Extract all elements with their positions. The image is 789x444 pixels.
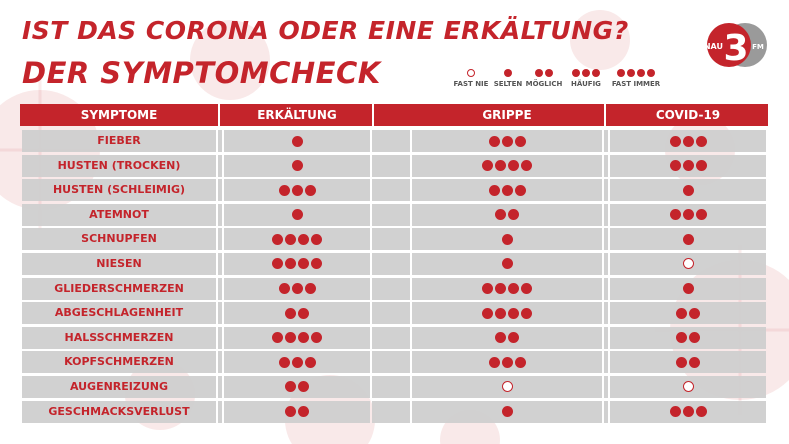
spacer-cell xyxy=(372,253,410,275)
frequency-cell-grippe xyxy=(412,278,602,300)
filled-dot xyxy=(683,136,694,147)
filled-dot xyxy=(285,308,296,319)
filled-dot xyxy=(292,160,303,171)
filled-dot xyxy=(689,357,700,368)
legend-dots xyxy=(564,66,608,80)
filled-dot xyxy=(508,332,519,343)
legend-dot xyxy=(647,69,655,77)
spacer-cell xyxy=(604,278,608,300)
filled-dot xyxy=(521,308,532,319)
table-row xyxy=(20,204,768,229)
headline-symptomcheck: DER SYMPTOMCHECK xyxy=(22,56,381,90)
filled-dot xyxy=(285,258,296,269)
spacer-cell xyxy=(372,401,410,423)
frequency-cell-grippe xyxy=(412,351,602,373)
spacer-cell xyxy=(604,130,608,152)
symptom-label: ATEMNOT xyxy=(22,204,216,226)
header-divider xyxy=(218,104,220,126)
legend-dots xyxy=(490,66,526,80)
filled-dot xyxy=(285,332,296,343)
filled-dot xyxy=(502,136,513,147)
filled-dot xyxy=(292,357,303,368)
header-divider xyxy=(604,104,606,126)
frequency-cell-covid19 xyxy=(610,327,766,349)
legend-item-haeufig xyxy=(564,66,608,88)
filled-dot xyxy=(292,185,303,196)
spacer-cell xyxy=(372,204,410,226)
filled-dot xyxy=(298,332,309,343)
filled-dot xyxy=(305,185,316,196)
filled-dot xyxy=(272,332,283,343)
filled-dot xyxy=(508,308,519,319)
legend-dot xyxy=(617,69,625,77)
spacer-cell xyxy=(372,179,410,201)
legend-label: MÖGLICH xyxy=(525,80,563,88)
frequency-cell-covid19 xyxy=(610,155,766,177)
filled-dot xyxy=(298,258,309,269)
frequency-cell-grippe xyxy=(412,155,602,177)
filled-dot xyxy=(495,209,506,220)
table-row xyxy=(20,228,768,253)
filled-dot xyxy=(495,283,506,294)
filled-dot xyxy=(696,406,707,417)
spacer-cell xyxy=(604,401,608,423)
filled-dot xyxy=(676,357,687,368)
symptom-label: HALSSCHMERZEN xyxy=(22,327,216,349)
filled-dot xyxy=(696,209,707,220)
filled-dot xyxy=(508,209,519,220)
frequency-cell-covid19 xyxy=(610,130,766,152)
frequency-cell-erkaeltung xyxy=(224,351,370,373)
frequency-cell-erkaeltung xyxy=(224,179,370,201)
frequency-cell-grippe xyxy=(412,401,602,423)
filled-dot xyxy=(298,406,309,417)
frequency-cell-erkaeltung xyxy=(224,204,370,226)
filled-dot xyxy=(495,308,506,319)
filled-dot xyxy=(670,406,681,417)
frequency-cell-covid19 xyxy=(610,278,766,300)
filled-dot xyxy=(683,209,694,220)
spacer-cell xyxy=(604,228,608,250)
filled-dot xyxy=(285,381,296,392)
frequency-cell-grippe xyxy=(412,204,602,226)
header-covid19: COVID-19 xyxy=(655,108,721,122)
symptom-label: FIEBER xyxy=(22,130,216,152)
filled-dot xyxy=(482,283,493,294)
table-header xyxy=(20,104,768,126)
legend-dot xyxy=(637,69,645,77)
legend-item-moeglich xyxy=(522,66,566,88)
filled-dot xyxy=(502,234,513,245)
filled-dot xyxy=(489,136,500,147)
filled-dot xyxy=(696,136,707,147)
logo-text-fm: FM xyxy=(752,43,764,51)
table-row xyxy=(20,278,768,303)
symptom-table xyxy=(20,104,768,425)
legend-dot xyxy=(627,69,635,77)
empty-dot xyxy=(683,258,694,269)
spacer-cell xyxy=(604,351,608,373)
filled-dot xyxy=(696,160,707,171)
table-row xyxy=(20,253,768,278)
table-row xyxy=(20,155,768,180)
frequency-cell-erkaeltung xyxy=(224,278,370,300)
legend-label: FAST NIE xyxy=(453,80,489,88)
table-row xyxy=(20,302,768,327)
filled-dot xyxy=(489,185,500,196)
symptom-label: NIESEN xyxy=(22,253,216,275)
logo-number: 3 xyxy=(723,28,749,69)
spacer-cell xyxy=(604,204,608,226)
donau3fm-logo xyxy=(683,20,769,70)
frequency-cell-erkaeltung xyxy=(224,130,370,152)
table-body xyxy=(20,126,768,425)
spacer-cell xyxy=(218,302,222,324)
frequency-cell-erkaeltung xyxy=(224,376,370,398)
symptom-label: HUSTEN (TROCKEN) xyxy=(22,155,216,177)
legend-dot xyxy=(582,69,590,77)
frequency-cell-erkaeltung xyxy=(224,228,370,250)
filled-dot xyxy=(515,185,526,196)
filled-dot xyxy=(482,308,493,319)
filled-dot xyxy=(279,357,290,368)
filled-dot xyxy=(272,258,283,269)
header-grippe: GRIPPE xyxy=(482,108,532,122)
logo-text-donau: DONAU xyxy=(690,42,723,51)
frequency-cell-covid19 xyxy=(610,253,766,275)
frequency-cell-erkaeltung xyxy=(224,253,370,275)
filled-dot xyxy=(311,332,322,343)
spacer-cell xyxy=(604,155,608,177)
frequency-cell-covid19 xyxy=(610,179,766,201)
filled-dot xyxy=(508,160,519,171)
frequency-cell-grippe xyxy=(412,253,602,275)
frequency-cell-covid19 xyxy=(610,376,766,398)
spacer-cell xyxy=(372,376,410,398)
filled-dot xyxy=(515,357,526,368)
filled-dot xyxy=(292,136,303,147)
filled-dot xyxy=(670,136,681,147)
frequency-cell-grippe xyxy=(412,179,602,201)
spacer-cell xyxy=(218,179,222,201)
spacer-cell xyxy=(218,155,222,177)
frequency-cell-covid19 xyxy=(610,204,766,226)
spacer-cell xyxy=(372,130,410,152)
frequency-cell-grippe xyxy=(412,302,602,324)
frequency-cell-covid19 xyxy=(610,401,766,423)
legend-label: HÄUFIG xyxy=(571,80,601,88)
frequency-cell-grippe xyxy=(412,228,602,250)
filled-dot xyxy=(670,209,681,220)
spacer-cell xyxy=(604,327,608,349)
filled-dot xyxy=(502,406,513,417)
spacer-cell xyxy=(604,179,608,201)
filled-dot xyxy=(683,283,694,294)
filled-dot xyxy=(502,357,513,368)
spacer-cell xyxy=(218,401,222,423)
frequency-cell-erkaeltung xyxy=(224,327,370,349)
legend-dots xyxy=(451,66,491,80)
spacer-cell xyxy=(218,130,222,152)
empty-dot xyxy=(502,381,513,392)
spacer-cell xyxy=(372,302,410,324)
legend-item-selten xyxy=(490,66,526,88)
frequency-cell-erkaeltung xyxy=(224,401,370,423)
symptom-label: SCHNUPFEN xyxy=(22,228,216,250)
frequency-cell-grippe xyxy=(412,327,602,349)
symptom-label: GLIEDERSCHMERZEN xyxy=(22,278,216,300)
header-symptome: SYMPTOME xyxy=(80,108,158,122)
symptom-label: GESCHMACKSVERLUST xyxy=(22,401,216,423)
spacer-cell xyxy=(218,204,222,226)
filled-dot xyxy=(670,160,681,171)
spacer-cell xyxy=(218,278,222,300)
spacer-cell xyxy=(218,351,222,373)
filled-dot xyxy=(482,160,493,171)
legend-dot xyxy=(535,69,543,77)
filled-dot xyxy=(285,406,296,417)
legend-item-fast-immer xyxy=(608,66,664,88)
symptom-label: ABGESCHLAGENHEIT xyxy=(22,302,216,324)
spacer-cell xyxy=(372,228,410,250)
filled-dot xyxy=(292,283,303,294)
frequency-cell-erkaeltung xyxy=(224,155,370,177)
filled-dot xyxy=(305,357,316,368)
spacer-cell xyxy=(218,376,222,398)
spacer-cell xyxy=(372,327,410,349)
filled-dot xyxy=(311,258,322,269)
table-row xyxy=(20,179,768,204)
filled-dot xyxy=(298,308,309,319)
legend-label: FAST IMMER xyxy=(611,80,661,88)
frequency-cell-covid19 xyxy=(610,351,766,373)
header-divider xyxy=(372,104,374,126)
symptom-label: HUSTEN (SCHLEIMIG) xyxy=(22,179,216,201)
frequency-cell-covid19 xyxy=(610,302,766,324)
table-row xyxy=(20,130,768,155)
filled-dot xyxy=(515,136,526,147)
filled-dot xyxy=(298,234,309,245)
spacer-cell xyxy=(218,327,222,349)
filled-dot xyxy=(279,283,290,294)
filled-dot xyxy=(683,185,694,196)
spacer-cell xyxy=(372,278,410,300)
empty-dot xyxy=(683,381,694,392)
spacer-cell xyxy=(604,302,608,324)
table-row xyxy=(20,327,768,352)
filled-dot xyxy=(298,381,309,392)
filled-dot xyxy=(292,209,303,220)
legend-label: SELTEN xyxy=(493,80,523,88)
filled-dot xyxy=(508,283,519,294)
frequency-cell-covid19 xyxy=(610,228,766,250)
spacer-cell xyxy=(218,228,222,250)
filled-dot xyxy=(311,234,322,245)
filled-dot xyxy=(285,234,296,245)
filled-dot xyxy=(683,406,694,417)
table-row xyxy=(20,401,768,426)
filled-dot xyxy=(676,332,687,343)
legend-dot xyxy=(504,69,512,77)
symptom-label: KOPFSCHMERZEN xyxy=(22,351,216,373)
filled-dot xyxy=(683,160,694,171)
legend-dots xyxy=(608,66,664,80)
symptom-label: AUGENREIZUNG xyxy=(22,376,216,398)
legend-dot xyxy=(572,69,580,77)
legend-dot xyxy=(545,69,553,77)
legend-dots xyxy=(522,66,566,80)
filled-dot xyxy=(689,332,700,343)
filled-dot xyxy=(676,308,687,319)
filled-dot xyxy=(495,332,506,343)
legend-empty-dot xyxy=(467,69,475,77)
legend-dot xyxy=(592,69,600,77)
frequency-cell-grippe xyxy=(412,130,602,152)
spacer-cell xyxy=(218,253,222,275)
filled-dot xyxy=(305,283,316,294)
frequency-cell-grippe xyxy=(412,376,602,398)
filled-dot xyxy=(683,234,694,245)
filled-dot xyxy=(489,357,500,368)
filled-dot xyxy=(272,234,283,245)
frequency-cell-erkaeltung xyxy=(224,302,370,324)
legend-item-fast-nie xyxy=(451,66,491,88)
filled-dot xyxy=(521,160,532,171)
spacer-cell xyxy=(604,376,608,398)
filled-dot xyxy=(279,185,290,196)
spacer-cell xyxy=(372,351,410,373)
filled-dot xyxy=(502,185,513,196)
filled-dot xyxy=(521,283,532,294)
spacer-cell xyxy=(604,253,608,275)
table-row xyxy=(20,376,768,401)
header-erkaeltung: ERKÄLTUNG xyxy=(257,108,337,122)
headline-question: IST DAS CORONA ODER EINE ERKÄLTUNG? xyxy=(22,16,629,45)
table-row xyxy=(20,351,768,376)
filled-dot xyxy=(495,160,506,171)
spacer-cell xyxy=(372,155,410,177)
filled-dot xyxy=(689,308,700,319)
filled-dot xyxy=(502,258,513,269)
